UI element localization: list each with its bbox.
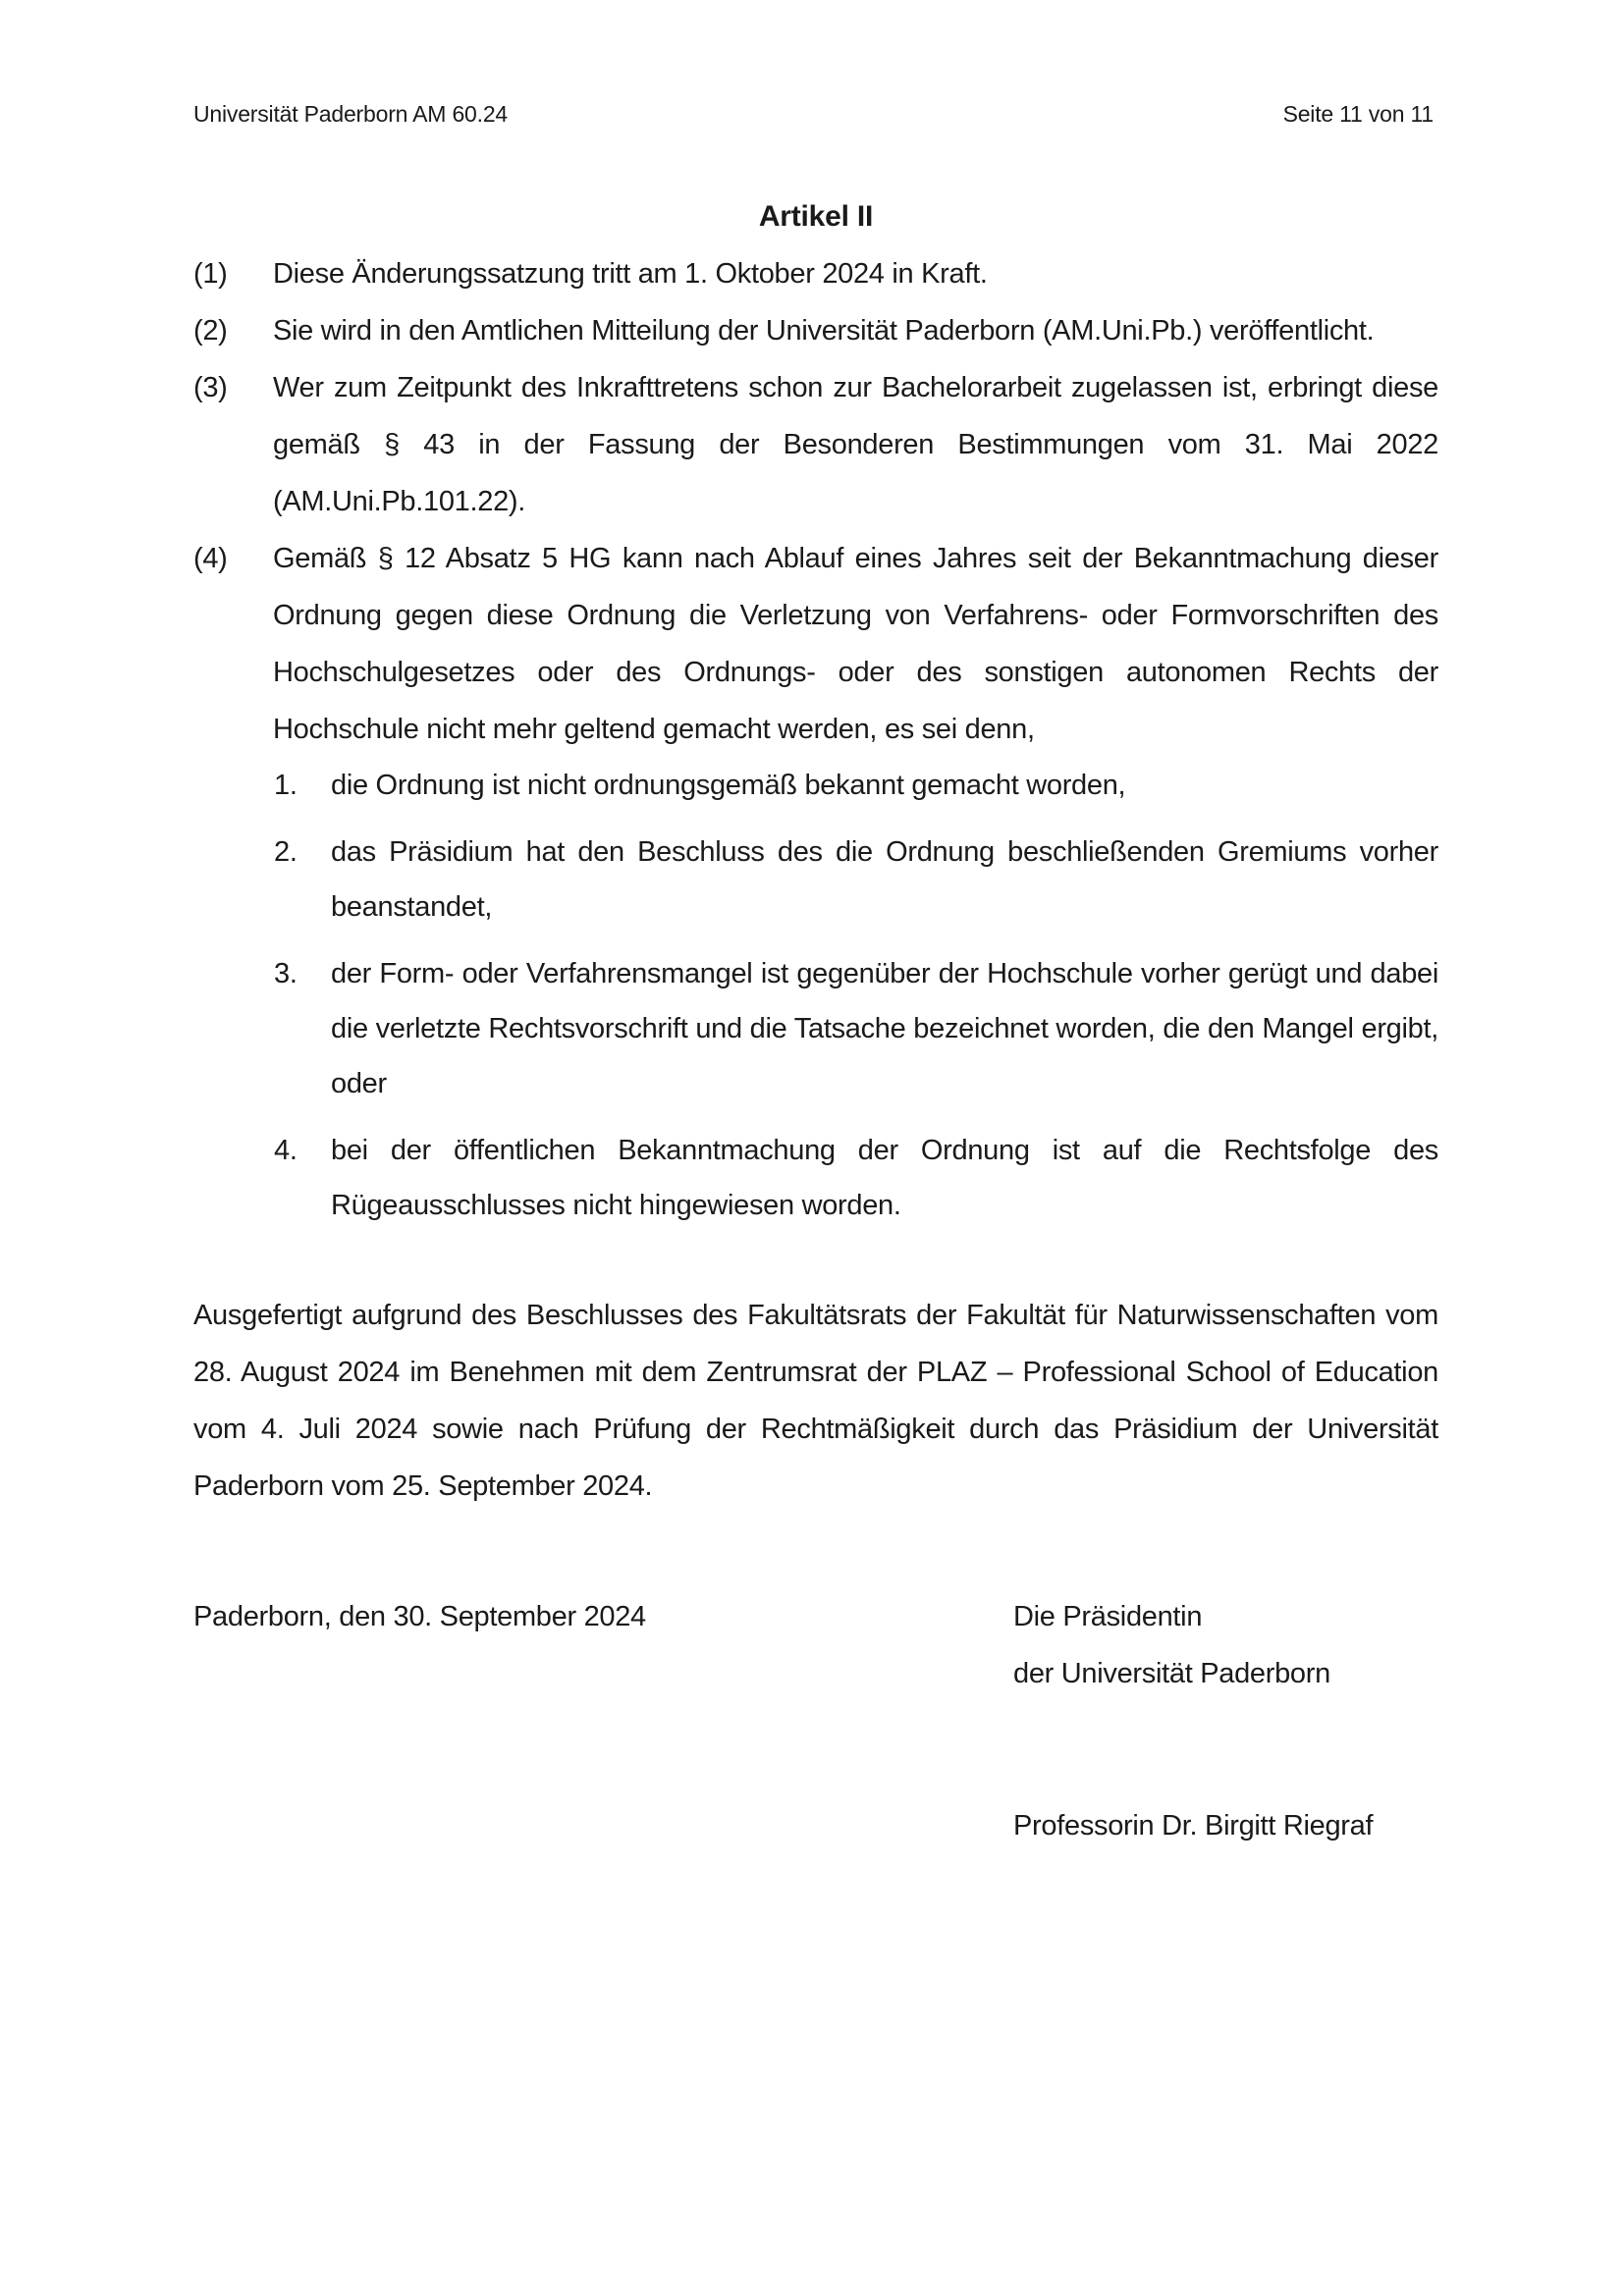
header-document-id: Universität Paderborn AM 60.24 — [193, 101, 509, 127]
paragraph-text: Diese Änderungssatzung tritt am 1. Oktober 2024 in Kraft. — [273, 258, 988, 290]
paragraph-text: Gemäß § 12 Absatz 5 HG kann nach Ablauf eines Jahres seit der Bekanntmachung dieser Ordnung gegen diese Ordnung die Verletzung von Verfahrens- oder Formvorschriften des Hochschulgesetzes oder des Ordnungs- oder des sonstigen autonomen Rechts der Hochschule nicht mehr geltend gemacht werden, es sei denn, — [273, 543, 1438, 745]
article-body — [193, 188, 1438, 1233]
paragraph-number: (3) — [193, 372, 228, 403]
signatory-name: Professorin Dr. Birgitt Riegraf — [1013, 1810, 1374, 1842]
list-item — [193, 946, 1438, 1111]
signatory-role-line-1: Die Präsidentin — [1013, 1601, 1203, 1632]
exception-list — [193, 758, 1438, 1233]
paragraph-4 — [193, 530, 1438, 758]
signatory-role — [1013, 1588, 1330, 1702]
list-item — [193, 825, 1438, 934]
article-title: Artikel II — [758, 200, 874, 233]
paragraph-text: Wer zum Zeitpunkt des Inkrafttretens schon zur Bachelorarbeit zugelassen ist, erbringt diese gemäß § 43 in der Fassung der Besonderen Bestimmungen vom 31. Mai 2022 (AM.Uni.Pb.101.22). — [273, 372, 1438, 517]
paragraph-number: (4) — [193, 543, 228, 574]
list-item-text: der Form- oder Verfahrensmangel ist gegenüber der Hochschule vorher gerügt und dabei die verletzte Rechtsvorschrift und die Tatsache bezeichnet worden, die den Mangel ergibt, oder — [331, 958, 1438, 1099]
list-item — [193, 1123, 1438, 1233]
list-item-number: 2. — [274, 836, 298, 868]
paragraph-number: (1) — [193, 258, 228, 290]
paragraph-text: Sie wird in den Amtlichen Mitteilung der Universität Paderborn (AM.Uni.Pb.) veröffentlicht. — [273, 315, 1375, 347]
paragraph-number: (2) — [193, 315, 228, 347]
header-page-number: Seite 11 von 11 — [1282, 101, 1434, 127]
closing-statement: Ausgefertigt aufgrund des Beschlusses des Fakultätsrats der Fakultät für Naturwissenschaften vom 28. August 2024 im Benehmen mit dem Zentrumsrat der PLAZ – Professional School of Education vom 4. Juli 2024 sowie nach Prüfung der Rechtmäßigkeit durch das Präsidium der Universität Paderborn vom 25. September 2024. — [193, 1300, 1438, 1502]
list-item-text: bei der öffentlichen Bekanntmachung der Ordnung ist auf die Rechtsfolge des Rügeausschlusses nicht hingewiesen worden. — [331, 1135, 1438, 1221]
paragraph-2 — [193, 302, 1438, 359]
list-item — [193, 758, 1438, 813]
paragraph-3 — [193, 359, 1438, 530]
list-item-text: das Präsidium hat den Beschluss des die Ordnung beschließenden Gremiums vorher beanstandet, — [331, 836, 1438, 923]
list-item-number: 3. — [274, 958, 298, 989]
list-item-number: 4. — [274, 1135, 298, 1166]
paragraph-1 — [193, 245, 1438, 302]
place-and-date: Paderborn, den 30. September 2024 — [193, 1601, 646, 1632]
signatory-role-line-2: der Universität Paderborn — [1013, 1658, 1330, 1689]
list-item-text: die Ordnung ist nicht ordnungsgemäß bekannt gemacht worden, — [331, 770, 1126, 801]
list-item-number: 1. — [274, 770, 298, 801]
